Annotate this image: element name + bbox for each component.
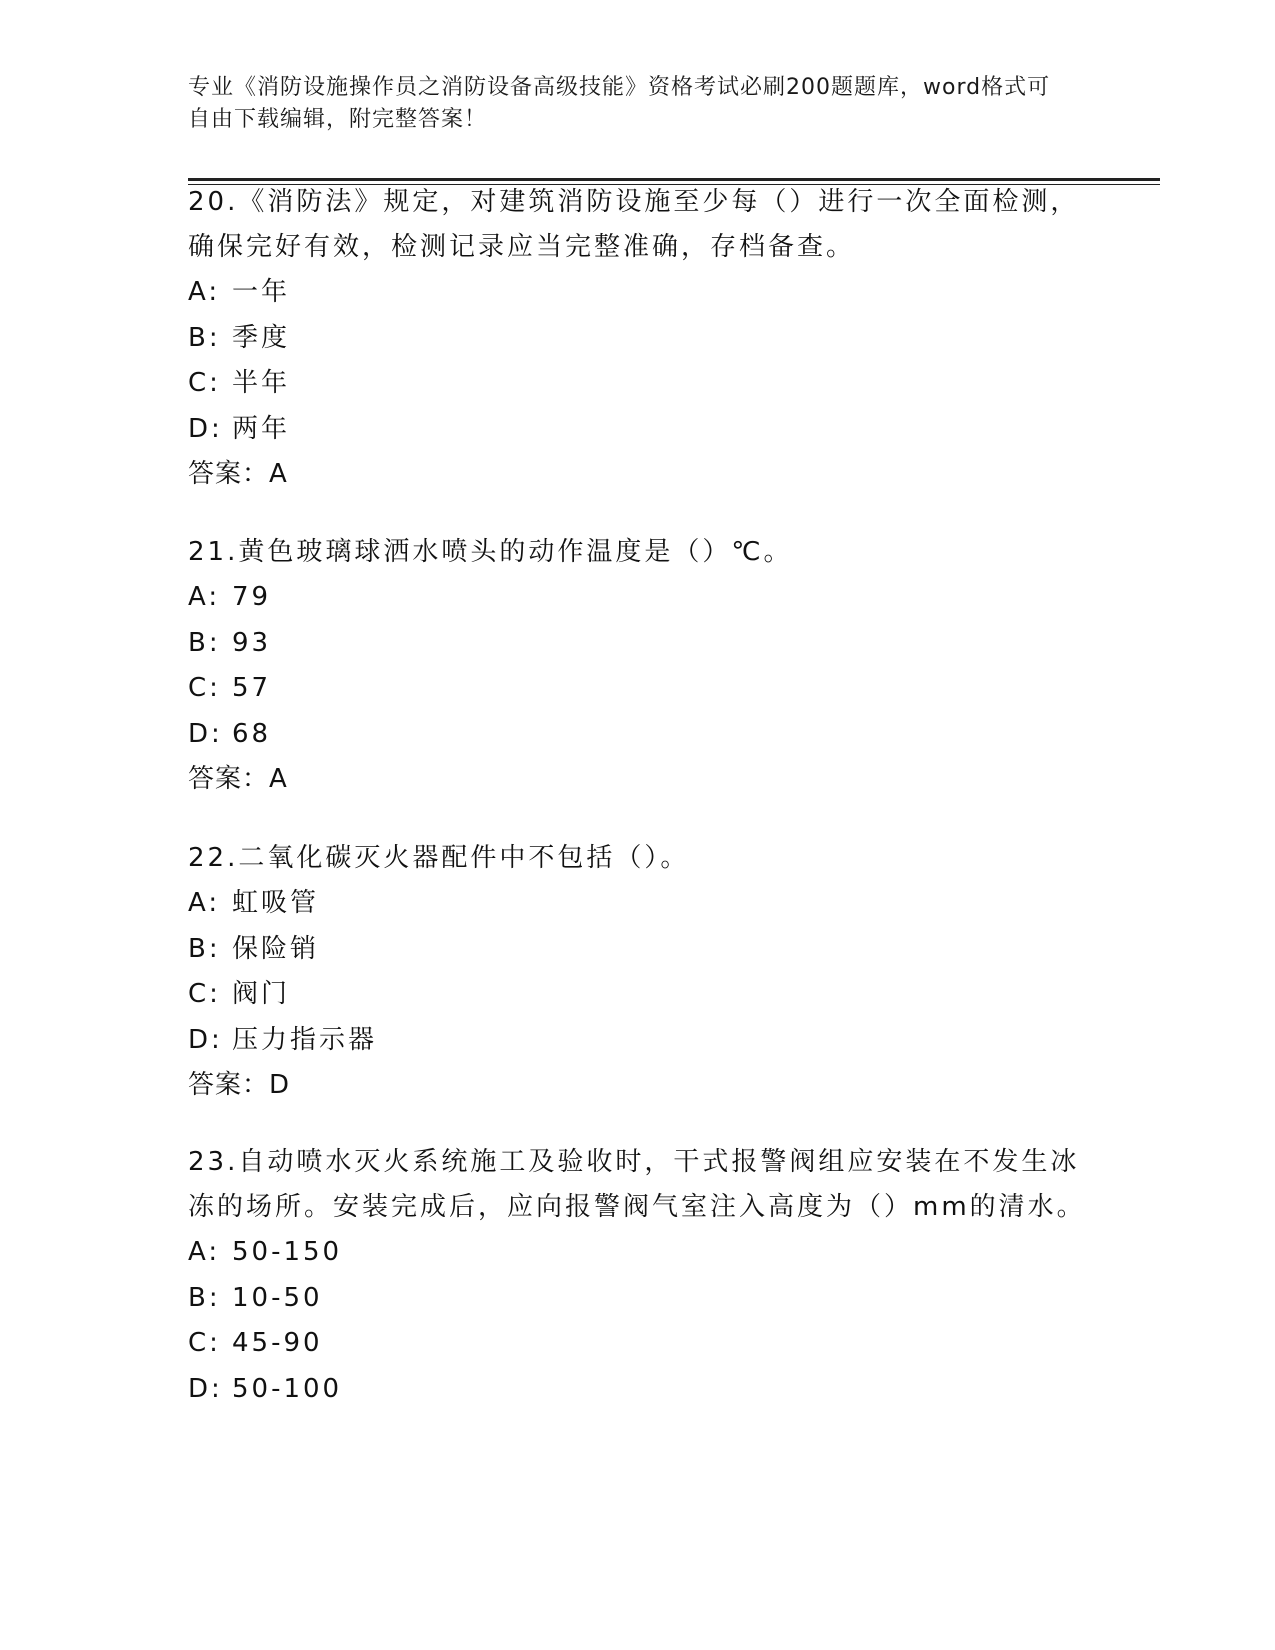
option-label: D: bbox=[188, 718, 223, 749]
option-label: A: bbox=[188, 888, 221, 918]
option-c bbox=[188, 361, 1088, 407]
answer-line: 答案：A bbox=[188, 764, 288, 794]
option-label: B: bbox=[188, 322, 221, 353]
option-a bbox=[188, 1230, 1088, 1276]
option-c bbox=[188, 972, 1088, 1018]
option-label: C: bbox=[188, 1328, 221, 1358]
option-d bbox=[188, 407, 1088, 453]
option-text: 79 bbox=[232, 582, 272, 612]
option-label: C: bbox=[188, 979, 221, 1009]
option-d bbox=[188, 1367, 1088, 1413]
option-label: B: bbox=[188, 1282, 221, 1313]
question-text: 20.《消防法》规定，对建筑消防设施至少每（）进行一次全面检测，确保完好有效，检测记录应当完整准确，存档备查。 bbox=[188, 187, 1080, 262]
question-text: 21.黄色玻璃球洒水喷头的动作温度是（）℃。 bbox=[188, 537, 793, 567]
option-label: A: bbox=[188, 277, 221, 307]
option-label: D: bbox=[188, 1373, 223, 1404]
option-label: C: bbox=[188, 368, 221, 398]
option-label: D: bbox=[188, 413, 223, 444]
option-text: 57 bbox=[232, 673, 272, 703]
option-text: 93 bbox=[232, 627, 272, 658]
option-label: C: bbox=[188, 673, 221, 703]
answer-line: 答案：A bbox=[188, 459, 288, 489]
option-b bbox=[188, 927, 1088, 973]
option-c bbox=[188, 666, 1088, 712]
option-text: 一年 bbox=[232, 277, 291, 307]
option-label: A: bbox=[188, 1237, 221, 1267]
answer-line: 答案：D bbox=[188, 1070, 291, 1100]
option-text: 10-50 bbox=[232, 1282, 323, 1313]
option-text: 45-90 bbox=[232, 1328, 323, 1358]
option-b bbox=[188, 621, 1088, 667]
option-d bbox=[188, 712, 1088, 758]
option-c bbox=[188, 1321, 1088, 1367]
option-text: 两年 bbox=[232, 413, 291, 444]
option-text: 50-150 bbox=[232, 1237, 343, 1267]
option-text: 半年 bbox=[232, 368, 291, 398]
question-21 bbox=[188, 530, 1088, 802]
option-a bbox=[188, 270, 1088, 316]
question-23 bbox=[188, 1140, 1088, 1412]
option-label: B: bbox=[188, 933, 221, 964]
header-text: 专业《消防设施操作员之消防设备高级技能》资格考试必刷200题题库，word格式可自由下载编辑，附完整答案！ bbox=[188, 75, 1051, 132]
option-label: D: bbox=[188, 1024, 223, 1055]
option-b bbox=[188, 316, 1088, 362]
option-label: B: bbox=[188, 627, 221, 658]
document-header bbox=[188, 72, 1068, 136]
option-text: 68 bbox=[232, 718, 272, 749]
question-text: 22.二氧化碳灭火器配件中不包括（）。 bbox=[188, 843, 690, 873]
question-text: 23.自动喷水灭火系统施工及验收时，干式报警阀组应安装在不发生冰冻的场所。安装完成后，应向报警阀气室注入高度为（）mm的清水。 bbox=[188, 1147, 1086, 1222]
option-text: 50-100 bbox=[232, 1373, 343, 1404]
option-a bbox=[188, 575, 1088, 621]
option-text: 虹吸管 bbox=[232, 888, 320, 918]
option-text: 保险销 bbox=[232, 933, 320, 964]
option-d bbox=[188, 1018, 1088, 1064]
question-22 bbox=[188, 836, 1088, 1108]
option-a bbox=[188, 881, 1088, 927]
question-20 bbox=[188, 180, 1088, 497]
option-text: 阀门 bbox=[232, 979, 291, 1009]
option-text: 压力指示器 bbox=[232, 1024, 378, 1055]
option-text: 季度 bbox=[232, 322, 291, 353]
option-b bbox=[188, 1276, 1088, 1322]
option-label: A: bbox=[188, 582, 221, 612]
